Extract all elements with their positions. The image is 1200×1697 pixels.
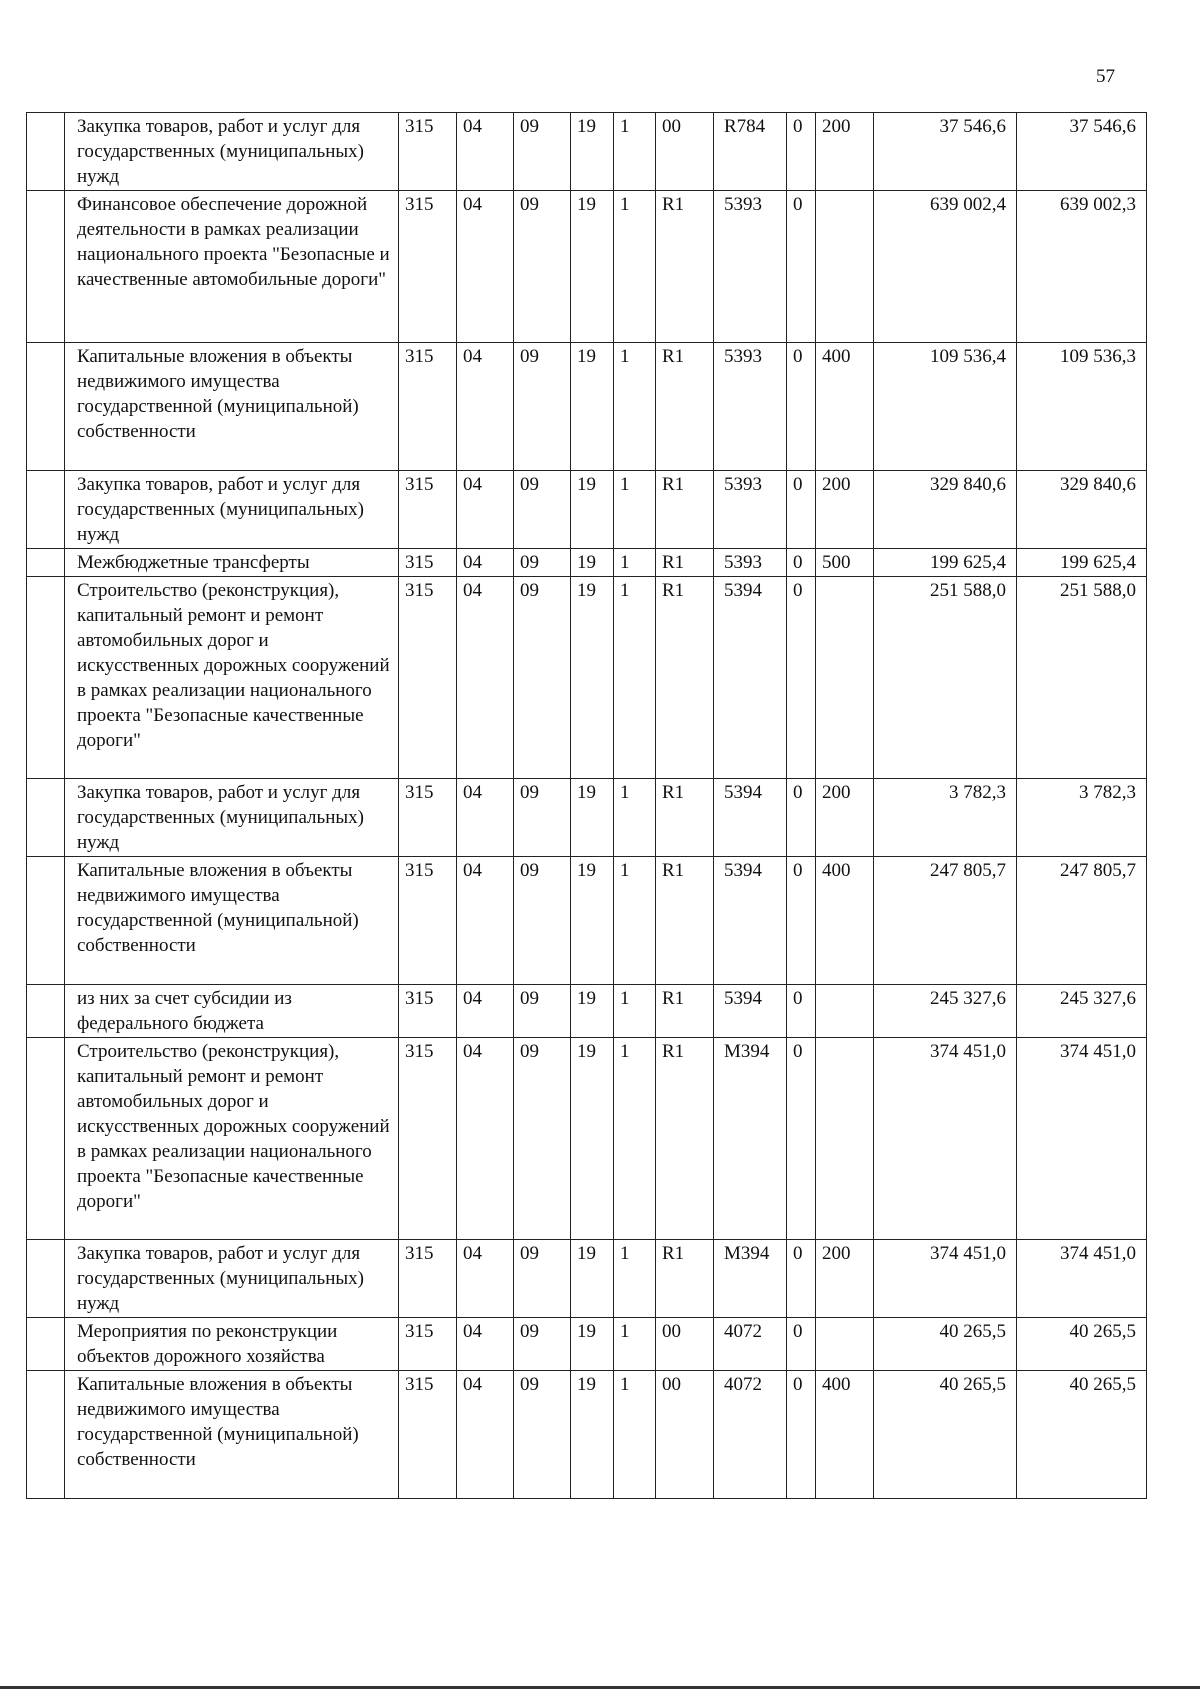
cell-section: 04 [457,343,514,471]
cell-section: 04 [457,1240,514,1318]
cell-group: 00 [656,113,714,191]
cell-group: R1 [656,779,714,857]
cell-vr: 500 [816,549,874,577]
cell-code: 4072 [714,1371,787,1499]
cell-subsection: 09 [514,471,571,549]
cell-sub: 0 [787,549,816,577]
row-number-cell [27,577,65,779]
table-row [27,857,1147,985]
cell-program: 19 [571,113,614,191]
cell-ministry: 315 [399,1371,457,1499]
cell-vr: 200 [816,113,874,191]
cell-subprogram: 1 [614,113,656,191]
cell-sub: 0 [787,1038,816,1240]
cell-group: R1 [656,857,714,985]
cell-code: 4072 [714,1318,787,1371]
cell-subsection: 09 [514,113,571,191]
cell-sum2: 40 265,5 [1017,1371,1147,1499]
cell-subprogram: 1 [614,549,656,577]
table-body [27,113,1147,1499]
cell-name: Строительство (реконструкция), капитальный ремонт и ремонт автомобильных дорог и искусственных дорожных сооружений в рамках реализации национального проекта "Безопасные качественные дороги" [65,577,399,779]
cell-subprogram: 1 [614,471,656,549]
cell-program: 19 [571,779,614,857]
table-row [27,113,1147,191]
cell-subprogram: 1 [614,779,656,857]
table-row [27,1371,1147,1499]
cell-subprogram: 1 [614,1371,656,1499]
cell-program: 19 [571,857,614,985]
cell-vr [816,577,874,779]
cell-name: Закупка товаров, работ и услуг для государственных (муниципальных) нужд [65,779,399,857]
cell-ministry: 315 [399,343,457,471]
cell-code: R784 [714,113,787,191]
cell-section: 04 [457,779,514,857]
cell-sum2: 40 265,5 [1017,1318,1147,1371]
cell-sum2: 251 588,0 [1017,577,1147,779]
cell-subprogram: 1 [614,1318,656,1371]
row-number-cell [27,1038,65,1240]
cell-group: R1 [656,191,714,343]
cell-vr: 400 [816,1371,874,1499]
cell-subsection: 09 [514,1371,571,1499]
cell-vr [816,1038,874,1240]
row-number-cell [27,1318,65,1371]
cell-vr [816,985,874,1038]
table-row [27,779,1147,857]
cell-ministry: 315 [399,471,457,549]
cell-code: 5394 [714,577,787,779]
cell-sub: 0 [787,1318,816,1371]
cell-group: 00 [656,1371,714,1499]
cell-program: 19 [571,191,614,343]
cell-subsection: 09 [514,857,571,985]
cell-sub: 0 [787,343,816,471]
budget-table [26,112,1147,1499]
cell-group: R1 [656,1038,714,1240]
table-row [27,1038,1147,1240]
row-number-cell [27,113,65,191]
table-row [27,1318,1147,1371]
cell-name: Капитальные вложения в объекты недвижимого имущества государственной (муниципальной) собственности [65,343,399,471]
cell-vr: 200 [816,471,874,549]
cell-sum1: 3 782,3 [874,779,1017,857]
cell-program: 19 [571,577,614,779]
cell-name: из них за счет субсидии из федерального бюджета [65,985,399,1038]
cell-subprogram: 1 [614,857,656,985]
cell-vr: 200 [816,1240,874,1318]
cell-program: 19 [571,471,614,549]
cell-sum1: 374 451,0 [874,1038,1017,1240]
cell-sub: 0 [787,577,816,779]
cell-ministry: 315 [399,1038,457,1240]
cell-ministry: 315 [399,1240,457,1318]
cell-section: 04 [457,191,514,343]
cell-vr: 400 [816,857,874,985]
cell-ministry: 315 [399,985,457,1038]
cell-code: М394 [714,1240,787,1318]
cell-section: 04 [457,471,514,549]
cell-ministry: 315 [399,113,457,191]
cell-subsection: 09 [514,549,571,577]
cell-sum1: 374 451,0 [874,1240,1017,1318]
cell-section: 04 [457,549,514,577]
cell-subsection: 09 [514,985,571,1038]
cell-sum2: 374 451,0 [1017,1038,1147,1240]
cell-code: 5393 [714,191,787,343]
cell-sum2: 3 782,3 [1017,779,1147,857]
cell-subsection: 09 [514,343,571,471]
table-row [27,549,1147,577]
cell-section: 04 [457,1318,514,1371]
cell-subsection: 09 [514,1318,571,1371]
cell-name: Закупка товаров, работ и услуг для государственных (муниципальных) нужд [65,113,399,191]
cell-sum2: 247 805,7 [1017,857,1147,985]
cell-section: 04 [457,577,514,779]
cell-sum1: 329 840,6 [874,471,1017,549]
cell-sum2: 639 002,3 [1017,191,1147,343]
cell-ministry: 315 [399,1318,457,1371]
cell-vr [816,191,874,343]
cell-name: Строительство (реконструкция), капитальный ремонт и ремонт автомобильных дорог и искусственных дорожных сооружений в рамках реализации национального проекта "Безопасные качественные дороги" [65,1038,399,1240]
row-number-cell [27,191,65,343]
cell-group: R1 [656,577,714,779]
cell-ministry: 315 [399,577,457,779]
cell-program: 19 [571,1371,614,1499]
cell-sum1: 40 265,5 [874,1371,1017,1499]
row-number-cell [27,1371,65,1499]
cell-subprogram: 1 [614,985,656,1038]
cell-section: 04 [457,1038,514,1240]
cell-group: R1 [656,549,714,577]
page-number: 57 [1096,66,1115,87]
cell-section: 04 [457,113,514,191]
cell-sub: 0 [787,1240,816,1318]
cell-sub: 0 [787,1371,816,1499]
table-row [27,985,1147,1038]
cell-ministry: 315 [399,549,457,577]
row-number-cell [27,471,65,549]
cell-sum2: 329 840,6 [1017,471,1147,549]
cell-program: 19 [571,343,614,471]
cell-subsection: 09 [514,1240,571,1318]
cell-code: 5393 [714,471,787,549]
row-number-cell [27,779,65,857]
cell-subprogram: 1 [614,1240,656,1318]
cell-name: Межбюджетные трансферты [65,549,399,577]
row-number-cell [27,549,65,577]
cell-sum1: 639 002,4 [874,191,1017,343]
cell-sub: 0 [787,857,816,985]
cell-sum1: 109 536,4 [874,343,1017,471]
cell-group: R1 [656,985,714,1038]
cell-group: R1 [656,471,714,549]
table-row [27,577,1147,779]
cell-vr: 200 [816,779,874,857]
row-number-cell [27,1240,65,1318]
cell-subsection: 09 [514,577,571,779]
cell-name: Финансовое обеспечение дорожной деятельности в рамках реализации национального проекта "Безопасные и качественные автомобильные дороги" [65,191,399,343]
cell-name: Мероприятия по реконструкции объектов дорожного хозяйства [65,1318,399,1371]
cell-sum2: 199 625,4 [1017,549,1147,577]
cell-code: 5393 [714,549,787,577]
row-number-cell [27,985,65,1038]
cell-subprogram: 1 [614,191,656,343]
cell-subprogram: 1 [614,343,656,471]
cell-sum1: 199 625,4 [874,549,1017,577]
cell-name: Закупка товаров, работ и услуг для государственных (муниципальных) нужд [65,1240,399,1318]
cell-program: 19 [571,1318,614,1371]
cell-ministry: 315 [399,191,457,343]
cell-subsection: 09 [514,779,571,857]
cell-sum1: 247 805,7 [874,857,1017,985]
cell-section: 04 [457,985,514,1038]
cell-program: 19 [571,1240,614,1318]
row-number-cell [27,857,65,985]
cell-subsection: 09 [514,191,571,343]
cell-program: 19 [571,549,614,577]
cell-program: 19 [571,985,614,1038]
cell-name: Капитальные вложения в объекты недвижимого имущества государственной (муниципальной) собственности [65,1371,399,1499]
cell-name: Капитальные вложения в объекты недвижимого имущества государственной (муниципальной) собственности [65,857,399,985]
cell-vr [816,1318,874,1371]
row-number-cell [27,343,65,471]
bottom-rule [0,1686,1200,1689]
cell-sum1: 37 546,6 [874,113,1017,191]
cell-group: R1 [656,343,714,471]
cell-subprogram: 1 [614,1038,656,1240]
cell-sum1: 245 327,6 [874,985,1017,1038]
cell-subprogram: 1 [614,577,656,779]
cell-program: 19 [571,1038,614,1240]
cell-section: 04 [457,857,514,985]
cell-vr: 400 [816,343,874,471]
cell-ministry: 315 [399,857,457,985]
cell-sub: 0 [787,779,816,857]
cell-code: 5393 [714,343,787,471]
cell-group: R1 [656,1240,714,1318]
cell-code: 5394 [714,985,787,1038]
cell-sum1: 251 588,0 [874,577,1017,779]
table-row [27,191,1147,343]
cell-sub: 0 [787,191,816,343]
cell-sum1: 40 265,5 [874,1318,1017,1371]
table-row [27,343,1147,471]
cell-sum2: 374 451,0 [1017,1240,1147,1318]
table-row [27,1240,1147,1318]
cell-sub: 0 [787,113,816,191]
cell-sub: 0 [787,985,816,1038]
cell-subsection: 09 [514,1038,571,1240]
cell-sub: 0 [787,471,816,549]
cell-name: Закупка товаров, работ и услуг для государственных (муниципальных) нужд [65,471,399,549]
cell-code: 5394 [714,857,787,985]
cell-group: 00 [656,1318,714,1371]
cell-code: 5394 [714,779,787,857]
table-row [27,471,1147,549]
cell-section: 04 [457,1371,514,1499]
cell-sum2: 109 536,3 [1017,343,1147,471]
cell-code: М394 [714,1038,787,1240]
cell-ministry: 315 [399,779,457,857]
cell-sum2: 37 546,6 [1017,113,1147,191]
cell-sum2: 245 327,6 [1017,985,1147,1038]
